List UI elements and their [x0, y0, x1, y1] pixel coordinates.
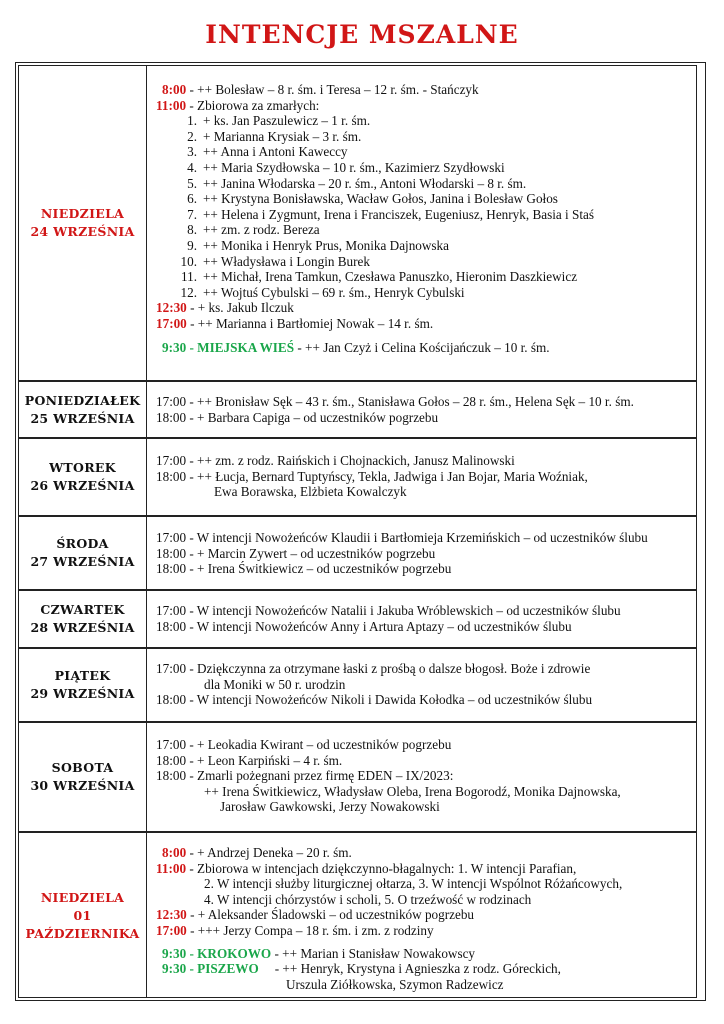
mass-text: - + Andrzej Deneka – 20 r. śm. [186, 845, 352, 860]
mass-text: - ++ Marian i Stanisław Nowakowscy [271, 945, 476, 961]
list-item [156, 238, 692, 254]
mass-line: 18:00 - + Irena Świtkiewicz – od uczestników pogrzebu [156, 561, 452, 577]
intentions [156, 661, 692, 708]
day-cell [19, 439, 147, 515]
mass-line-continued: 2. W intencji służby liturgicznej ołtarza, 3. W intencji Wspólnot Różańcowych, [204, 876, 623, 892]
list-item [156, 222, 692, 238]
list-text: ++ Helena i Zygmunt, Irena i Franciszek, Eugeniusz, Henryk, Basia i Staś [203, 206, 594, 222]
list-item [156, 129, 692, 145]
list-item [156, 207, 692, 223]
intentions [156, 394, 692, 425]
list-text: ++ Monika i Henryk Prus, Monika Dajnowska [203, 237, 449, 253]
list-number: 1. [187, 113, 197, 129]
day-date: 24 WRZEŚNIA [30, 224, 135, 239]
day-date: 30 WRZEŚNIA [30, 778, 135, 793]
day-date: 01 PAŹDZIERNIKA [25, 907, 140, 941]
list-text: ++ zm. z rodz. Bereza [203, 222, 320, 238]
mass-line: 17:00 - W intencji Nowożeńców Natalii i Jakuba Wróblewskich – od uczestników ślubu [156, 603, 621, 618]
list-text: ++ Janina Włodarska – 20 r. śm., Antoni Włodarski – 8 r. śm. [203, 175, 527, 191]
mass-line [156, 98, 692, 114]
mass-text: - ++ Henryk, Krystyna i Agnieszka z rodz. Góreckich, [274, 961, 561, 977]
mass-time: 17:00 [156, 922, 187, 938]
schedule-table [18, 65, 697, 998]
day-cell [19, 833, 147, 998]
mass-line-continued: dla Moniki w 50 r. urodzin [204, 676, 346, 692]
mass-line [156, 861, 692, 877]
row-tuesday [19, 439, 696, 517]
day-name: ŚRODA [56, 536, 109, 551]
day-name: PONIEDZIAŁEK [24, 392, 141, 408]
mass-place: 9:30 - KROKOWO [162, 945, 272, 961]
intention-list [156, 113, 692, 300]
intentions [156, 603, 692, 634]
list-number: 3. [187, 144, 197, 160]
row-sunday-01 [19, 833, 696, 998]
list-item [156, 191, 692, 207]
mass-time: 8:00 [162, 845, 187, 860]
day-cell [19, 723, 147, 831]
mass-time: 17:00 [156, 315, 187, 331]
mass-line [156, 316, 692, 332]
day-name: NIEDZIELA [40, 889, 125, 905]
mass-text: - + Aleksander Śladowski – od uczestników pogrzebu [186, 907, 475, 923]
mass-line: 17:00 - ++ zm. z rodz. Raińskich i Chojnackich, Janusz Malinowski [156, 453, 515, 468]
mass-line: 18:00 - + Marcin Zywert – od uczestników pogrzebu [156, 545, 436, 561]
mass-place: 9:30 - PISZEWO [162, 961, 259, 977]
list-item [156, 285, 692, 301]
list-number: 12. [180, 284, 197, 300]
list-number: 4. [187, 159, 197, 175]
mass-line [156, 961, 692, 977]
list-item [156, 113, 692, 129]
list-text: ++ Władysława i Longin Burek [203, 253, 370, 269]
intentions [156, 82, 692, 355]
mass-time: 12:30 [156, 907, 187, 923]
mass-text: - ++ Jan Czyż i Celina Kościjańczuk – 10 r. śm. [294, 339, 550, 355]
list-item [156, 144, 692, 160]
mass-time: 8:00 [162, 82, 187, 97]
list-number: 11. [181, 269, 197, 285]
mass-line: 18:00 - ++ Łucja, Bernard Tuptyńscy, Tekla, Jadwiga i Jan Bojar, Maria Woźniak, [156, 468, 588, 484]
mass-line-continued: 4. W intencji chórzystów i scholi, 5. O trzeźwość w rodzinach [204, 891, 532, 907]
mass-text: - Zbiorowa w intencjach dziękczynno-błagalnych: 1. W intencji Parafian, [186, 860, 577, 876]
intentions [156, 737, 692, 815]
day-cell [19, 591, 147, 647]
mass-line-continued: Urszula Ziółkowska, Szymon Radzewicz [286, 976, 504, 992]
mass-line-continued: ++ Irena Świtkiewicz, Władysław Oleba, Irena Bogorodź, Monika Dajnowska, [204, 783, 621, 799]
mass-text: - Zbiorowa za zmarłych: [186, 97, 320, 113]
list-number: 2. [187, 128, 197, 144]
intentions [156, 530, 692, 577]
mass-line: 18:00 - W intencji Nowożeńców Anny i Artura Aptazy – od uczestników ślubu [156, 618, 572, 634]
mass-line-continued: Ewa Borawska, Elżbieta Kowalczyk [214, 484, 407, 500]
list-item [156, 176, 692, 192]
mass-line [156, 300, 692, 316]
day-name: SOBOTA [51, 760, 114, 775]
list-text: ++ Wojtuś Cybulski – 69 r. śm., Henryk Cybulski [203, 284, 465, 300]
list-text: ++ Krystyna Bonisławska, Wacław Gołos, Janina i Bolesław Gołos [203, 191, 558, 207]
mass-line: 17:00 - + Leokadia Kwirant – od uczestników pogrzebu [156, 737, 452, 752]
day-date: 29 WRZEŚNIA [30, 686, 135, 701]
list-text: + ks. Jan Paszulewicz – 1 r. śm. [203, 113, 371, 129]
list-number: 6. [187, 191, 197, 207]
mass-line: 17:00 - ++ Bronisław Sęk – 43 r. śm., Stanisława Gołos – 28 r. śm., Helena Sęk – 10 r. śm. [156, 394, 634, 409]
day-name: WTOREK [49, 460, 116, 475]
mass-text: - + ks. Jakub Ilczuk [186, 300, 294, 316]
mass-line: 18:00 - + Barbara Capiga – od uczestników pogrzebu [156, 409, 439, 425]
day-date: 28 WRZEŚNIA [30, 620, 135, 635]
list-text: ++ Maria Szydłowska – 10 r. śm., Kazimierz Szydłowski [203, 159, 505, 175]
mass-line: 18:00 - + Leon Karpiński – 4 r. śm. [156, 752, 343, 768]
intentions [156, 845, 692, 992]
day-name: PIĄTEK [54, 668, 111, 683]
day-cell [19, 517, 147, 589]
list-item [156, 269, 692, 285]
row-saturday [19, 723, 696, 833]
mass-line: 17:00 - W intencji Nowożeńców Klaudii i Bartłomieja Krzemińskich – od uczestników ślubu [156, 530, 648, 545]
mass-time: 11:00 [156, 860, 187, 876]
day-name: CZWARTEK [40, 602, 125, 617]
day-cell [19, 66, 147, 380]
row-sunday-24 [19, 66, 696, 382]
day-date: 27 WRZEŚNIA [30, 554, 135, 569]
mass-line [156, 946, 692, 962]
list-number: 10. [180, 253, 197, 269]
mass-line [156, 340, 692, 356]
list-text: + Marianna Krysiak – 3 r. śm. [203, 128, 362, 144]
mass-time: 11:00 [156, 97, 187, 113]
mass-place: 9:30 - MIEJSKA WIEŚ [162, 339, 295, 355]
list-number: 7. [187, 206, 197, 222]
mass-text: - +++ Jerzy Compa – 18 r. śm. i zm. z rodziny [186, 922, 434, 938]
day-date: 26 WRZEŚNIA [30, 478, 135, 493]
row-friday [19, 649, 696, 723]
row-wednesday [19, 517, 696, 591]
row-thursday [19, 591, 696, 649]
day-cell [19, 382, 147, 437]
list-number: 5. [187, 175, 197, 191]
mass-line: 18:00 - Zmarli pożegnani przez firmę EDEN – IX/2023: [156, 768, 454, 784]
mass-text: - ++ Marianna i Bartłomiej Nowak – 14 r. śm. [186, 315, 434, 331]
list-text: ++ Michał, Irena Tamkun, Czesława Panuszko, Hieronim Daszkiewicz [203, 269, 578, 285]
mass-line [156, 923, 692, 939]
mass-line [156, 907, 692, 923]
mass-line [156, 82, 692, 98]
row-monday [19, 382, 696, 439]
mass-line [156, 845, 692, 861]
list-item [156, 254, 692, 270]
list-item [156, 160, 692, 176]
mass-time: 12:30 [156, 300, 187, 316]
list-number: 8. [187, 222, 197, 238]
mass-line: 18:00 - W intencji Nowożeńców Nikoli i Dawida Kołodka – od uczestników ślubu [156, 692, 593, 708]
mass-line: 17:00 - Dziękczynna za otrzymane łaski z prośbą o dalsze błogosł. Boże i zdrowie [156, 661, 591, 676]
mass-text: - ++ Bolesław – 8 r. śm. i Teresa – 12 r. śm. - Stańczyk [186, 82, 479, 97]
intentions [156, 453, 692, 500]
list-text: ++ Anna i Antoni Kaweccy [203, 144, 348, 160]
mass-line-continued: Jarosław Gawkowski, Jerzy Nowakowski [220, 799, 440, 815]
list-number: 9. [187, 237, 197, 253]
day-date: 25 WRZEŚNIA [30, 410, 135, 426]
day-name: NIEDZIELA [40, 206, 125, 221]
day-cell [19, 649, 147, 721]
page-title: INTENCJE MSZALNE [205, 20, 519, 49]
